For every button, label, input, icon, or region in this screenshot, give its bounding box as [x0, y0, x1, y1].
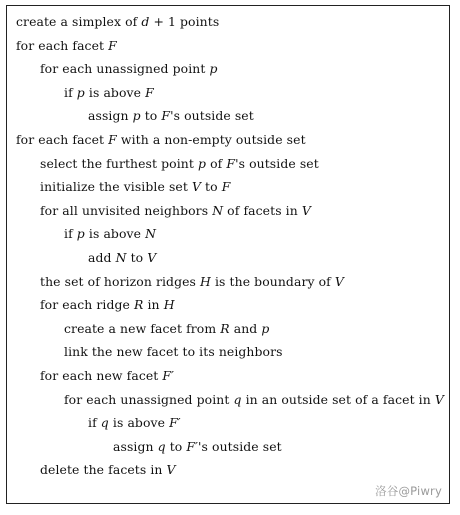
math-symbol: F′ — [169, 415, 181, 431]
code-text: if — [64, 84, 77, 100]
math-symbol: p — [76, 84, 85, 100]
code-text: is the boundary of — [210, 273, 335, 289]
math-symbol: N — [145, 226, 157, 242]
algorithm-box — [6, 5, 450, 504]
code-text: is above — [84, 84, 146, 100]
math-symbol: V — [301, 202, 311, 218]
pseudocode-line — [16, 34, 445, 58]
code-text: for all unvisited neighbors — [40, 202, 213, 218]
math-symbol: p — [76, 226, 85, 242]
math-symbol: R — [220, 320, 230, 336]
code-text: if — [88, 415, 101, 431]
math-symbol: H — [200, 273, 211, 289]
code-text: in — [143, 297, 164, 313]
pseudocode-line — [16, 435, 445, 459]
pseudocode-line — [16, 388, 445, 412]
pseudocode-line — [16, 152, 445, 176]
math-symbol: N — [115, 249, 127, 265]
math-symbol: p — [132, 108, 141, 124]
math-symbol: V — [334, 273, 344, 289]
code-text: and — [229, 320, 262, 336]
code-text: for each new facet — [40, 367, 163, 383]
pseudocode-line — [16, 246, 445, 270]
code-text: create a simplex of — [16, 14, 142, 29]
code-text: is above — [108, 415, 170, 431]
pseudocode-line — [16, 458, 445, 482]
pseudocode-line — [16, 57, 445, 81]
math-symbol: R — [134, 297, 144, 313]
watermark: 洛谷@Piwry — [375, 484, 442, 498]
code-text: for each ridge — [40, 297, 135, 313]
math-symbol: F — [161, 108, 171, 124]
code-text: 's outside set — [235, 155, 319, 171]
math-symbol: F′ — [186, 438, 199, 454]
math-symbol: p — [209, 61, 218, 77]
pseudocode-line — [16, 199, 445, 223]
code-text: + 1 points — [149, 14, 220, 29]
code-text: of facets in — [223, 202, 302, 218]
code-text: in an outside set of a facet in — [241, 391, 435, 407]
pseudocode-line — [16, 364, 445, 388]
math-symbol: p — [261, 320, 270, 336]
pseudocode-line — [16, 81, 445, 105]
pseudocode-line — [16, 222, 445, 246]
code-text: assign — [88, 108, 133, 124]
code-text: with a non-empty outside set — [116, 131, 306, 147]
pseudocode-line — [16, 270, 445, 294]
code-text: to — [201, 179, 222, 195]
math-symbol: F — [108, 37, 117, 53]
pseudocode-line — [16, 10, 445, 34]
math-symbol: F — [145, 84, 154, 100]
math-symbol: V — [191, 179, 202, 195]
code-text: to — [165, 438, 187, 454]
code-text: initialize the visible set — [40, 179, 192, 195]
code-text: for each unassigned point — [64, 391, 234, 407]
code-text: for each facet — [16, 37, 109, 53]
code-text: for each unassigned point — [40, 61, 210, 77]
math-symbol: d — [141, 14, 150, 29]
code-text: delete the facets in — [40, 462, 167, 478]
code-text: is above — [84, 226, 146, 242]
math-symbol: q — [157, 438, 166, 454]
code-text: if — [64, 226, 77, 242]
code-text: for each facet — [16, 131, 109, 147]
math-symbol: F — [226, 155, 236, 171]
math-symbol: V — [434, 391, 444, 407]
math-symbol: F′ — [162, 367, 175, 383]
code-text: link the new facet to its neighbors — [64, 344, 283, 360]
pseudocode-line — [16, 128, 445, 152]
pseudocode-line — [16, 340, 445, 364]
code-text: the set of horizon ridges — [40, 273, 201, 289]
code-text: select the furthest point — [40, 155, 198, 171]
math-symbol: F — [221, 179, 231, 195]
math-symbol: F — [108, 131, 117, 147]
pseudocode-line — [16, 175, 445, 199]
math-symbol: p — [198, 155, 207, 171]
pseudocode-line — [16, 104, 445, 128]
code-text: to — [140, 108, 162, 124]
math-symbol: V — [166, 462, 176, 478]
math-symbol: N — [212, 202, 224, 218]
math-symbol: V — [147, 249, 157, 265]
code-text: add — [88, 249, 116, 265]
code-text: to — [126, 249, 148, 265]
code-text: assign — [113, 438, 158, 454]
pseudocode-line — [16, 317, 445, 341]
math-symbol: q — [100, 415, 109, 431]
code-text: of — [206, 155, 227, 171]
pseudocode-lines — [16, 10, 445, 482]
code-text: 's outside set — [170, 108, 254, 124]
pseudocode-line — [16, 411, 445, 435]
math-symbol: q — [233, 391, 242, 407]
code-text: create a new facet from — [64, 320, 221, 336]
code-text: 's outside set — [198, 438, 282, 454]
pseudocode-line — [16, 293, 445, 317]
math-symbol: H — [163, 297, 175, 313]
